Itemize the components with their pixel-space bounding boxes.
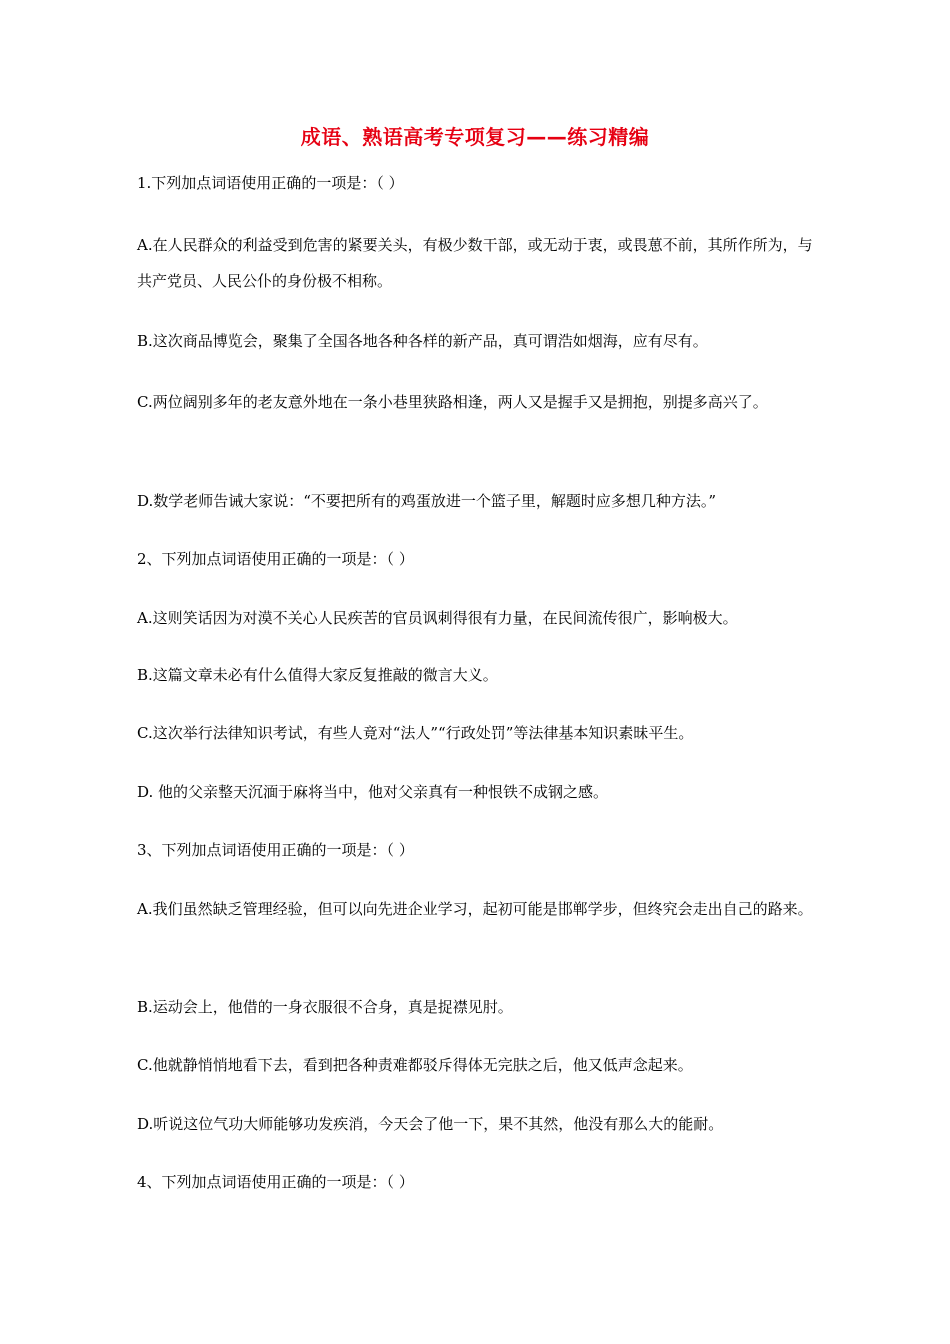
question-1-option-c: C.两位阔别多年的老友意外地在一条小巷里狭路相逢，两人又是握手又是拥抱，别提多高兴了。 xyxy=(137,393,768,411)
question-1-option-b: B.这次商品博览会，聚集了全国各地各种各样的新产品，真可谓浩如烟海，应有尽有。 xyxy=(137,332,708,350)
question-2-stem: 2、下列加点词语使用正确的一项是：（ ） xyxy=(137,550,414,568)
question-1-stem: 1.下列加点词语使用正确的一项是：（ ） xyxy=(137,174,404,192)
question-2-option-a: A.这则笑话因为对漠不关心人民疾苦的官员讽刺得很有力量，在民间流传很广，影响极大。 xyxy=(137,609,738,627)
question-1-option-d: D.数学老师告诫大家说：“不要把所有的鸡蛋放进一个篮子里，解题时应多想几种方法。” xyxy=(137,492,717,510)
question-3-stem: 3、下列加点词语使用正确的一项是：（ ） xyxy=(137,841,414,859)
question-3-option-a: A.我们虽然缺乏管理经验，但可以向先进企业学习，起初可能是邯郸学步，但终究会走出自己的路来。 xyxy=(137,900,813,918)
document-title: 成语、熟语高考专项复习——练习精编 xyxy=(300,125,650,149)
question-4-stem: 4、下列加点词语使用正确的一项是：（ ） xyxy=(137,1173,414,1191)
question-3-option-c: C.他就静悄悄地看下去，看到把各种责难都驳斥得体无完肤之后，他又低声念起来。 xyxy=(137,1056,693,1074)
question-1-option-a: A.在人民群众的利益受到危害的紧要关头，有极少数干部，或无动于衷，或畏葸不前，其所作所为，与共产党员、人民公仆的身份极不相称。 xyxy=(137,236,813,290)
question-2-option-c: C.这次举行法律知识考试，有些人竟对“法人”“行政处罚”等法律基本知识素昧平生。 xyxy=(137,724,694,742)
question-3-option-d: D.听说这位气功大师能够功发疾消，今天会了他一下，果不其然，他没有那么大的能耐。 xyxy=(137,1115,724,1133)
question-2-option-b: B.这篇文章未必有什么值得大家反复推敲的微言大义。 xyxy=(137,666,498,684)
question-2-option-d: D. 他的父亲整天沉湎于麻将当中，他对父亲真有一种恨铁不成钢之感。 xyxy=(137,783,609,801)
question-3-option-b: B.运动会上，他借的一身衣服很不合身，真是捉襟见肘。 xyxy=(137,998,513,1016)
